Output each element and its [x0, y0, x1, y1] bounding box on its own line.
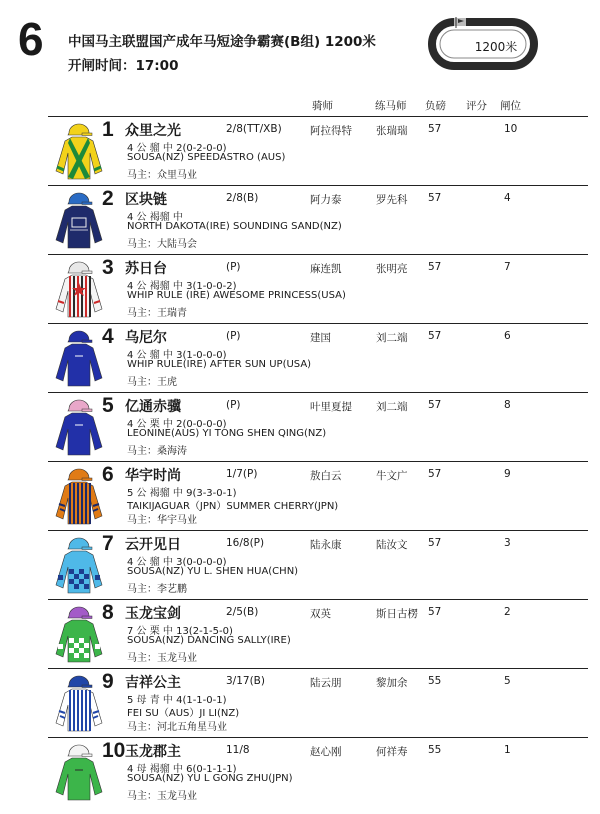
horse-stats: 5 母 青 中 4(1-1-0-1) [127, 695, 227, 706]
jockey-silk-icon [52, 740, 106, 802]
horse-stats: 7 公 栗 中 13(2-1-5-0) [127, 626, 233, 637]
header-gate: 闸位 [500, 100, 521, 112]
horse-stats: 4 公 褐骝 中 3(1-0-0-2) [127, 281, 237, 292]
horse-name: 玉龙宝剑 [125, 606, 181, 622]
gate-number: 9 [504, 468, 511, 480]
race-number: 6 [18, 13, 44, 65]
trainer-name: 刘二端 [376, 401, 408, 413]
table-row [48, 530, 588, 596]
owner-name: 马主：王虎 [127, 377, 177, 388]
carried-weight: 57 [428, 261, 442, 273]
horse-pedigree: SOUSA(NZ) YU L. SHEN HUA(CHN) [127, 566, 299, 577]
horse-stats: 4 公 褐骝 中 [127, 212, 183, 223]
horse-number: 6 [102, 463, 114, 486]
horse-name: 亿通赤骥 [125, 399, 181, 415]
carried-weight: 57 [428, 468, 442, 480]
trainer-name: 斯日古楞 [376, 608, 418, 620]
jockey-silk-icon [52, 395, 106, 457]
column-headers [0, 98, 600, 112]
table-row [48, 116, 588, 182]
jockey-name: 阿拉得特 [310, 125, 352, 137]
jockey-name: 麻连凯 [310, 263, 342, 275]
horse-number: 9 [102, 670, 114, 693]
jockey-name: 赵心刚 [310, 746, 342, 758]
horse-number: 1 [102, 118, 114, 141]
odds-gear: 2/5(B) [226, 606, 259, 618]
table-row [48, 254, 588, 320]
jockey-silk-icon [52, 464, 106, 526]
odds-gear: 2/8(B) [226, 192, 259, 204]
horse-number: 10 [102, 739, 126, 762]
trainer-name: 罗先科 [376, 194, 408, 206]
odds-gear: (P) [226, 399, 241, 411]
horse-stats: 4 公 骝 中 2(0-2-0-0) [127, 143, 227, 154]
owner-name: 马主：大陆马会 [127, 239, 197, 250]
header-jockey: 骑师 [312, 100, 333, 112]
carried-weight: 57 [428, 606, 442, 618]
horse-name: 华宇时尚 [125, 468, 181, 484]
horse-pedigree: TAIKIJAGUAR（JPN）SUMMER CHERRY(JPN) [127, 501, 339, 512]
jockey-silk-icon [52, 602, 106, 664]
jockey-name: 建国 [310, 332, 331, 344]
header-trainer: 练马师 [375, 100, 407, 112]
trainer-name: 刘二端 [376, 332, 408, 344]
header-rating: 评分 [466, 100, 487, 112]
gate-number: 3 [504, 537, 511, 549]
horse-pedigree: LEONINE(AUS) YI TONG SHEN QING(NZ) [127, 428, 327, 439]
horse-name: 区块链 [125, 192, 167, 208]
horse-name: 玉龙郡主 [125, 744, 181, 760]
carried-weight: 57 [428, 399, 442, 411]
horse-pedigree: SOUSA(NZ) DANCING SALLY(IRE) [127, 635, 291, 646]
horse-name: 乌尼尔 [125, 330, 167, 346]
carried-weight: 55 [428, 675, 442, 687]
trainer-name: 张瑞瑞 [376, 125, 408, 137]
jockey-silk-icon [52, 257, 106, 319]
table-row [48, 185, 588, 251]
gate-number: 10 [504, 123, 518, 135]
table-row [48, 668, 588, 734]
jockey-silk-icon [52, 119, 106, 181]
owner-name: 马主：桑海涛 [127, 446, 187, 457]
trainer-name: 何祥寿 [376, 746, 408, 758]
owner-name: 马主：玉龙马业 [127, 791, 197, 802]
horse-stats: 4 母 褐骝 中 6(0-1-1-1) [127, 764, 237, 775]
jockey-silk-icon [52, 671, 106, 733]
trainer-name: 牛文广 [376, 470, 408, 482]
horse-name: 吉祥公主 [125, 675, 181, 691]
owner-name: 马主：华宇马业 [127, 515, 197, 526]
horse-stats: 4 公 骝 中 3(0-0-0-0) [127, 557, 227, 568]
horse-pedigree: SOUSA(NZ) SPEEDASTRO (AUS) [127, 152, 286, 163]
horse-stats: 4 公 栗 中 2(0-0-0-0) [127, 419, 227, 430]
odds-gear: 3/17(B) [226, 675, 265, 687]
horse-name: 苏日台 [125, 261, 167, 277]
odds-gear: 11/8 [226, 744, 250, 756]
owner-name: 马主：众里马业 [127, 170, 197, 181]
gate-number: 8 [504, 399, 511, 411]
gate-number: 6 [504, 330, 511, 342]
odds-gear: 1/7(P) [226, 468, 258, 480]
horse-number: 3 [102, 256, 114, 279]
gate-number: 2 [504, 606, 511, 618]
gate-number: 4 [504, 192, 511, 204]
odds-gear: 2/8(TT/XB) [226, 123, 282, 135]
horse-stats: 5 公 褐骝 中 9(3-3-0-1) [127, 488, 237, 499]
trainer-name: 张明亮 [376, 263, 408, 275]
carried-weight: 57 [428, 123, 442, 135]
track-distance-label: 1200米 [474, 40, 518, 54]
horse-pedigree: WHIP RULE (IRE) AWESOME PRINCESS(USA) [127, 290, 346, 301]
odds-gear: 16/8(P) [226, 537, 265, 549]
horse-number: 7 [102, 532, 114, 555]
header-weight: 负磅 [425, 100, 446, 112]
gate-number: 1 [504, 744, 511, 756]
owner-name: 马主：河北五角星马业 [127, 722, 227, 733]
table-row [48, 599, 588, 665]
gate-number: 5 [504, 675, 511, 687]
race-title: 中国马主联盟国产成年马短途争霸赛(B组) 1200米 [68, 34, 376, 50]
horse-number: 5 [102, 394, 114, 417]
odds-gear: (P) [226, 261, 241, 273]
horse-number: 2 [102, 187, 114, 210]
odds-gear: (P) [226, 330, 241, 342]
horse-pedigree: FEI SU（AUS）JI LI(NZ) [127, 708, 240, 719]
horse-pedigree: SOUSA(NZ) YU L GONG ZHU(JPN) [127, 773, 293, 784]
carried-weight: 57 [428, 192, 442, 204]
carried-weight: 57 [428, 537, 442, 549]
trainer-name: 黎加余 [376, 677, 408, 689]
table-row [48, 392, 588, 458]
gate-number: 7 [504, 261, 511, 273]
horse-pedigree: NORTH DAKOTA(IRE) SOUNDING SAND(NZ) [127, 221, 342, 232]
jockey-name: 敖白云 [310, 470, 342, 482]
jockey-silk-icon [52, 188, 106, 250]
jockey-name: 陆永康 [310, 539, 342, 551]
jockey-name: 阿力泰 [310, 194, 342, 206]
trainer-name: 陆汝文 [376, 539, 408, 551]
jockey-silk-icon [52, 533, 106, 595]
horse-name: 云开见日 [125, 537, 181, 553]
owner-name: 马主：玉龙马业 [127, 653, 197, 664]
table-row [48, 737, 588, 803]
jockey-name: 陆云朋 [310, 677, 342, 689]
jockey-name: 叶里夏提 [310, 401, 352, 413]
carried-weight: 57 [428, 330, 442, 342]
owner-name: 马主：王瑞青 [127, 308, 187, 319]
horse-number: 4 [102, 325, 114, 348]
carried-weight: 55 [428, 744, 442, 756]
horse-pedigree: WHIP RULE(IRE) AFTER SUN UP(USA) [127, 359, 312, 370]
owner-name: 马主：李艺鹏 [127, 584, 187, 595]
table-row [48, 461, 588, 527]
jockey-name: 双英 [310, 608, 331, 620]
race-start-time: 开闸时间：17:00 [68, 58, 179, 74]
table-row [48, 323, 588, 389]
horse-number: 8 [102, 601, 114, 624]
horse-name: 众里之光 [125, 123, 181, 139]
horse-stats: 4 公 骝 中 3(1-0-0-0) [127, 350, 227, 361]
jockey-silk-icon [52, 326, 106, 388]
